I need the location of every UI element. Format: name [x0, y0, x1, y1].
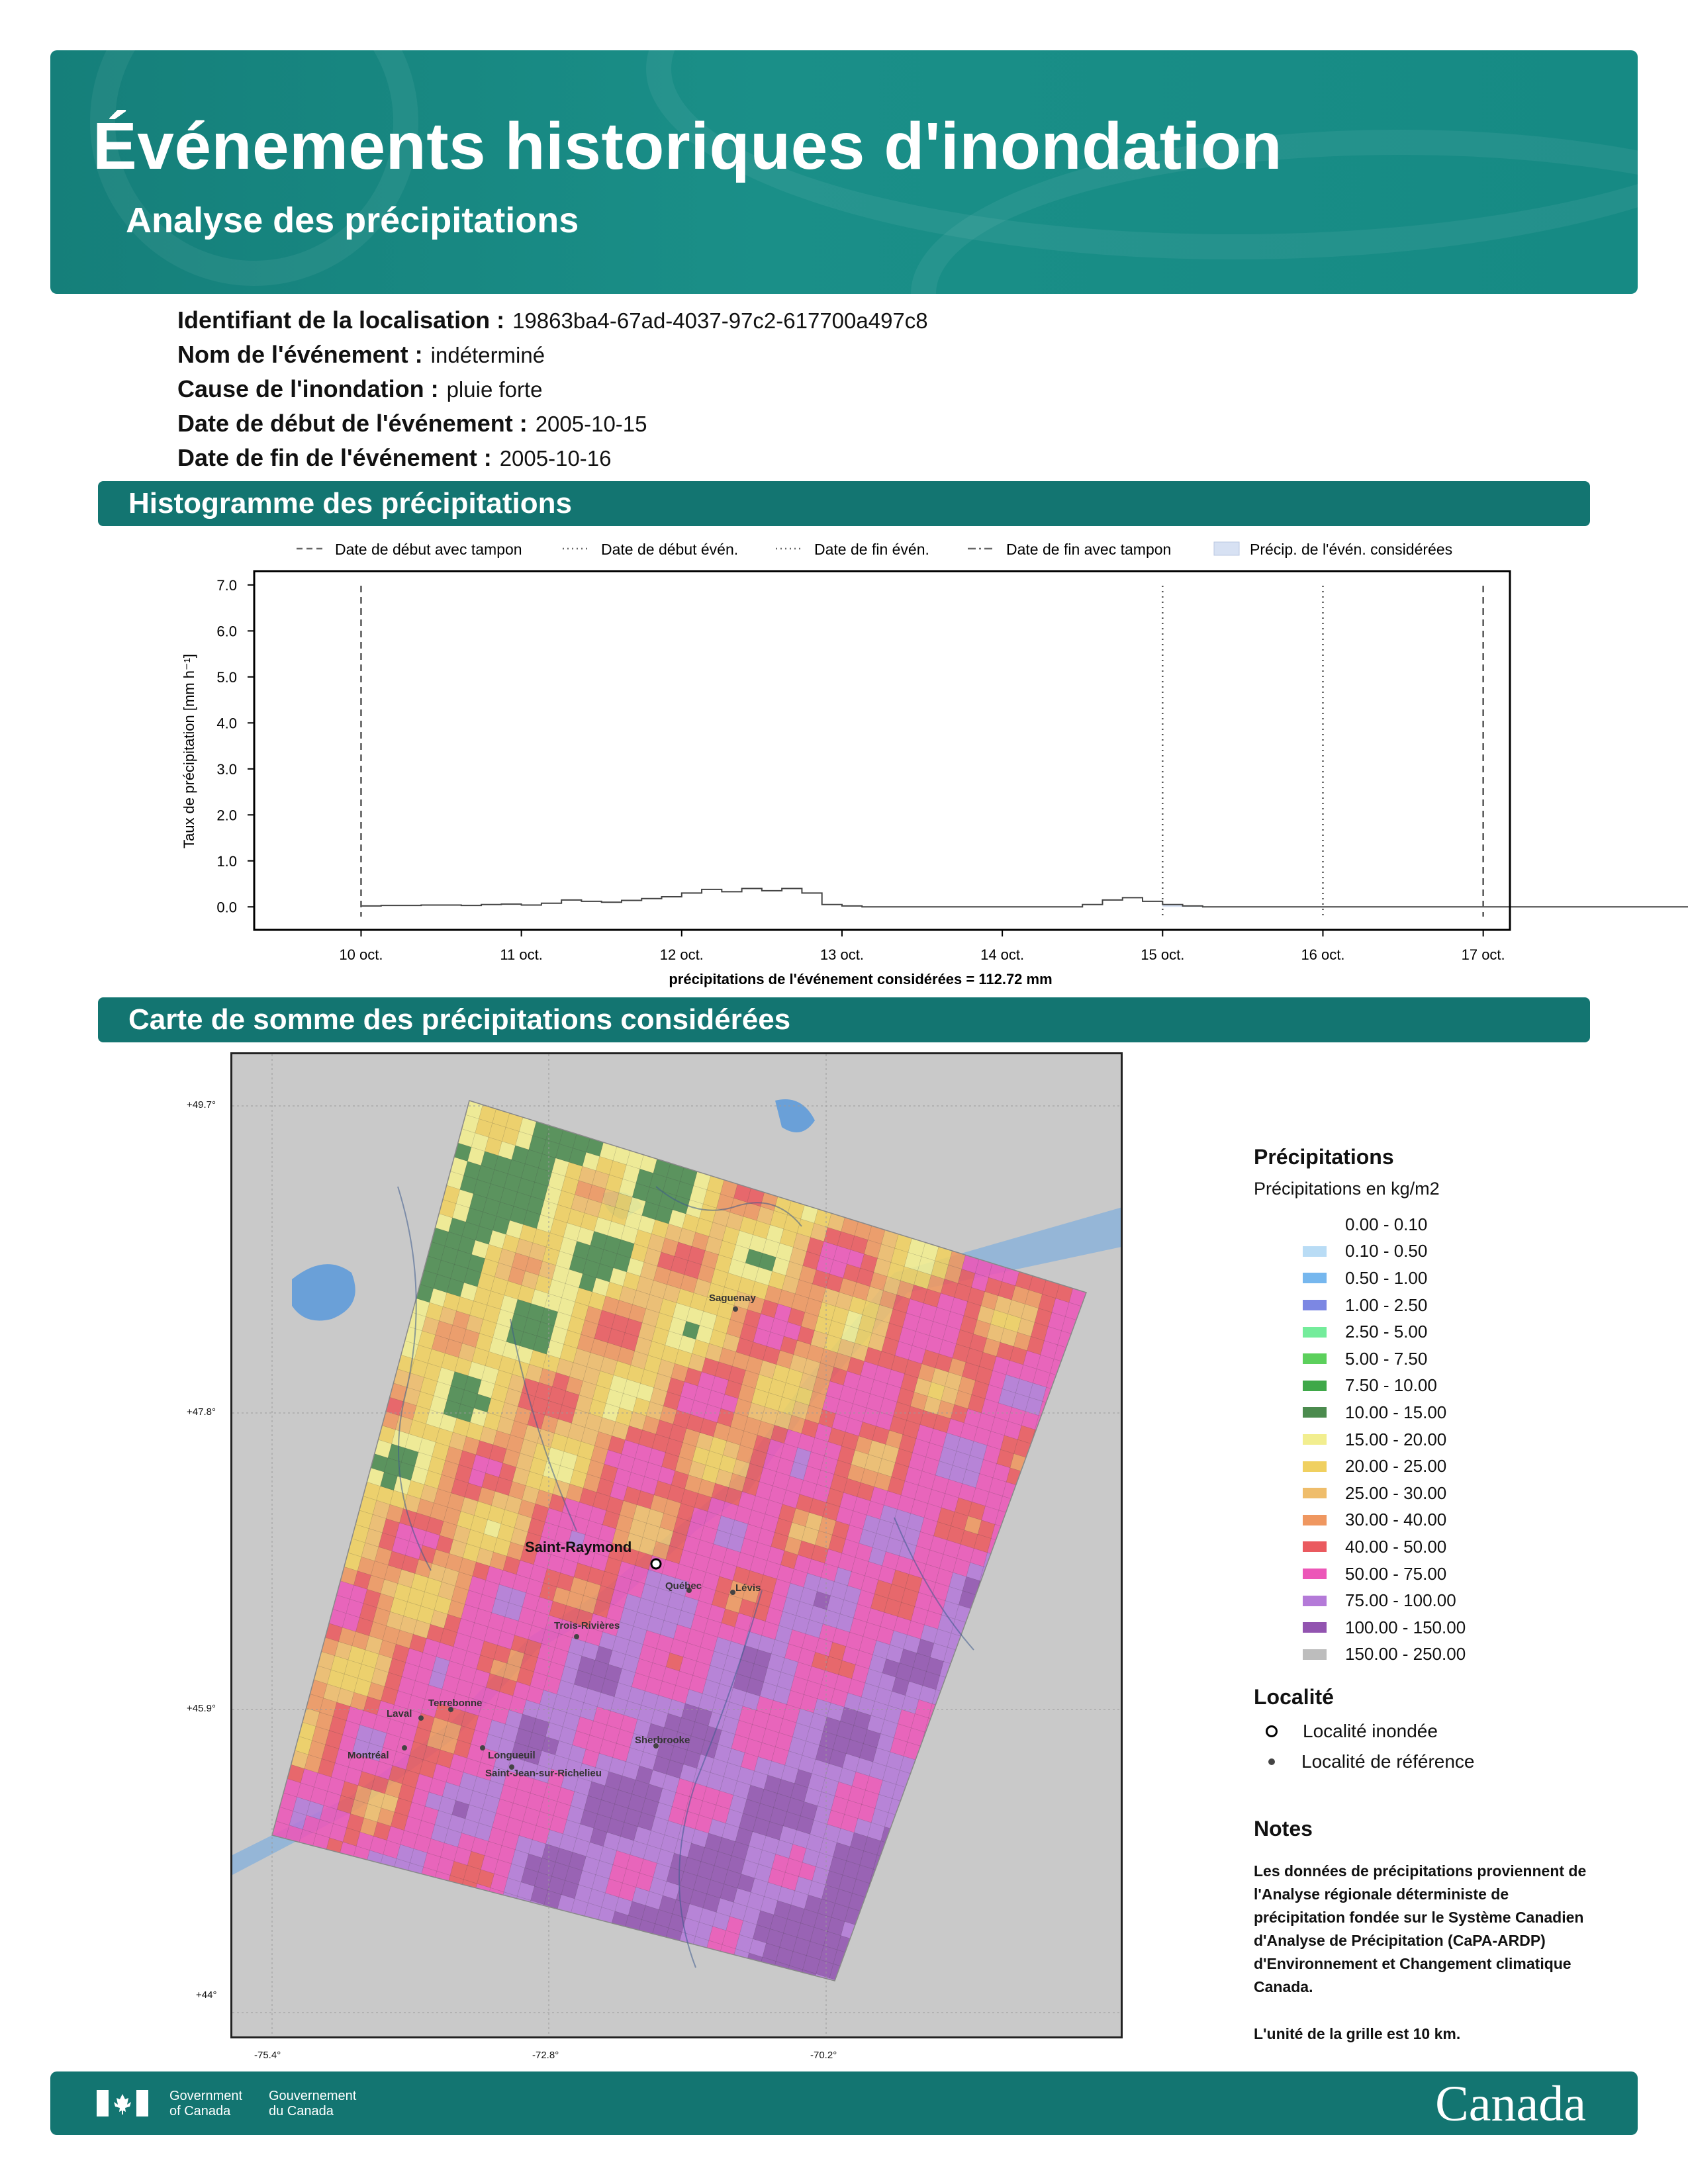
- grid-cell: [883, 1874, 900, 1892]
- legend-range-label: 10.00 - 15.00: [1345, 1402, 1447, 1422]
- legend-item: [1254, 1453, 1624, 1480]
- legend-item: [1254, 1533, 1624, 1561]
- city-label: Laval: [387, 1708, 412, 1719]
- x-tick-label: 11 oct.: [500, 946, 543, 963]
- reference-locality-marker: [733, 1306, 738, 1312]
- grid-cell: [915, 1807, 933, 1825]
- grid-cell: [864, 1944, 881, 1962]
- grid-cell: [1005, 1529, 1022, 1547]
- legend-swatch: [1303, 1461, 1327, 1472]
- footer-bar: [50, 2071, 1638, 2135]
- locality-label: Localité inondée: [1303, 1721, 1438, 1742]
- legend-item: [1254, 1373, 1624, 1400]
- detail-label: Identifiant de la localisation :: [177, 306, 505, 334]
- grid-cell: [1008, 1514, 1025, 1533]
- lake: [292, 1264, 355, 1320]
- grid-cell: [883, 1981, 900, 1999]
- grid-cell: [902, 1910, 919, 1929]
- notes-text: Les données de précipitations proviennent de l'Analyse régionale déterministe de précipitation fondée sur le Système Canadien d'Analyse de Précipitation (CaPA-ARDP) d'Environnement et Changement climatique Canada.: [1254, 1862, 1587, 1996]
- grid-cell: [966, 1670, 984, 1688]
- x-tick-label: 17 oct.: [1461, 946, 1505, 963]
- grid-cell: [917, 1854, 935, 1872]
- x-tick-label: 13 oct.: [820, 946, 864, 963]
- grid-cell: [795, 1984, 812, 2003]
- grid-cell: [963, 1684, 980, 1702]
- grid-cell: [887, 1966, 904, 1985]
- legend-swatch: [1303, 1434, 1327, 1445]
- gov-en-line: of Canada: [169, 2104, 231, 2118]
- legend-range-label: 25.00 - 30.00: [1345, 1482, 1447, 1503]
- grid-cell: [1020, 1472, 1037, 1490]
- legend-label: Date de début avec tampon: [335, 541, 522, 558]
- map-canvas: [232, 1054, 1123, 2038]
- grid-cell: [964, 1623, 982, 1642]
- legend-item: [1254, 1426, 1624, 1453]
- legend-swatch: [1303, 1381, 1327, 1391]
- legend-label: Date de fin avec tampon: [1006, 541, 1172, 558]
- legend-item: [1254, 1238, 1624, 1265]
- grid-cell: [974, 1641, 992, 1660]
- grid-cell: [889, 1906, 906, 1925]
- detail-value: 2005-10-15: [535, 412, 647, 436]
- grid-cell: [898, 1817, 915, 1835]
- legend-item: [1254, 1265, 1624, 1292]
- legend-swatch: [1303, 1596, 1327, 1606]
- grid-cell: [951, 1726, 968, 1745]
- legend-range-label: 0.10 - 0.50: [1345, 1241, 1428, 1261]
- detail-label: Date de début de l'événement :: [177, 410, 528, 437]
- section-header-map: Carte de somme des précipitations considérées: [98, 997, 1590, 1042]
- grid-cell: [843, 1968, 860, 1987]
- grid-cell: [891, 1952, 908, 1971]
- grid-cell: [931, 1751, 948, 1769]
- grid-cell: [957, 1651, 974, 1670]
- lon-label: -72.8°: [532, 2050, 559, 2061]
- government-en: [169, 2089, 242, 2119]
- y-tick-label: 7.0: [216, 576, 237, 594]
- y-tick-label: 5.0: [216, 668, 237, 686]
- grid-cell: [919, 1793, 936, 1811]
- grid-cell: [894, 1938, 912, 1957]
- legend-range-label: 5.00 - 7.50: [1345, 1348, 1428, 1369]
- grid-cell: [808, 1988, 825, 2007]
- city-label: Saint-Raymond: [525, 1539, 632, 1555]
- grid-cell: [887, 1859, 904, 1878]
- y-tick-label: 1.0: [216, 852, 237, 870]
- grid-cell: [857, 1972, 874, 1991]
- grid-cell: [902, 1803, 919, 1821]
- city-label: Trois-Rivières: [554, 1620, 620, 1631]
- grid-cell: [949, 1680, 966, 1698]
- canada-wordmark: Canada: [1435, 2076, 1586, 2132]
- x-tick-label: 15 oct.: [1141, 946, 1185, 963]
- map-legend: [1254, 1145, 1624, 2046]
- legend-subtitle: Précipitations en kg/m2: [1254, 1179, 1440, 1199]
- legend-item: [1254, 1587, 1624, 1614]
- lat-label: +44°: [196, 1989, 217, 2001]
- grid-cell: [870, 1976, 887, 1995]
- grid-cell: [890, 1845, 908, 1864]
- grid-cell: [904, 1849, 921, 1868]
- grid-cell: [879, 1995, 896, 2013]
- legend-item: [1254, 1399, 1624, 1426]
- grid-cell: [910, 1774, 927, 1793]
- grid-cell: [997, 1557, 1014, 1575]
- grid-cell: [835, 1996, 853, 2015]
- grid-cell: [990, 1585, 1007, 1604]
- grid-cell: [938, 1722, 955, 1741]
- x-axis-label: précipitations de l'événement considérées = 112.72 mm: [669, 971, 1053, 987]
- detail-label: Nom de l'événement :: [177, 341, 423, 368]
- grid-cell: [851, 1940, 868, 1958]
- grid-cell: [847, 1954, 864, 1972]
- grid-cell: [701, 1954, 718, 1973]
- legend-item: [1254, 1318, 1624, 1345]
- grid-cell: [874, 1962, 891, 1981]
- detail-label: Cause de l'inondation :: [177, 375, 439, 402]
- legend-swatch-considered: [1214, 542, 1239, 555]
- gov-fr-line: Gouvernement: [269, 2089, 357, 2103]
- legend-locality-flooded: [1254, 1716, 1624, 1747]
- grid-cell: [875, 1901, 892, 1920]
- plot-frame: [254, 571, 1510, 930]
- lon-label: -70.2°: [810, 2050, 837, 2061]
- detail-value: indéterminé: [430, 343, 545, 367]
- grid-cell: [982, 1614, 999, 1632]
- grid-cell: [927, 1764, 944, 1783]
- grid-cell: [929, 1811, 946, 1830]
- grid-cell: [849, 2001, 866, 2019]
- reference-locality-marker: [574, 1634, 579, 1639]
- grid-cell: [860, 1958, 877, 1977]
- section-header-histogram: Histogramme des précipitations: [98, 481, 1590, 526]
- legend-range-label: 7.50 - 10.00: [1345, 1375, 1437, 1396]
- grid-cell: [855, 1926, 872, 1944]
- grid-cell: [594, 1921, 611, 1940]
- legend-range-label: 150.00 - 250.00: [1345, 1644, 1466, 1664]
- legend-swatch: [1303, 1300, 1327, 1310]
- open-circle-icon: [1266, 1725, 1278, 1737]
- grid-cell: [1016, 1486, 1033, 1505]
- legend-label: Précip. de l'évén. considérées: [1250, 541, 1453, 558]
- grid-cell: [858, 1911, 875, 1930]
- grid-cell: [876, 2009, 893, 2027]
- legend-range-label: 2.50 - 5.00: [1345, 1322, 1428, 1342]
- x-tick-label: 14 oct.: [980, 946, 1025, 963]
- grid-cell: [968, 1609, 986, 1627]
- legend-range-label: 15.00 - 20.00: [1345, 1429, 1447, 1449]
- y-axis-label: Taux de précipitation [mm h⁻¹]: [181, 653, 197, 849]
- grid-cell: [866, 1991, 883, 2009]
- legend-title: Précipitations: [1254, 1145, 1394, 1169]
- grid-cell: [948, 1741, 965, 1759]
- y-tick-label: 3.0: [216, 760, 237, 778]
- city-label: Saguenay: [709, 1293, 756, 1304]
- legend-swatch: [1303, 1622, 1327, 1633]
- city-label: Saint-Jean-sur-Richelieu: [485, 1768, 602, 1779]
- grid-cell: [853, 1986, 870, 2005]
- grid-cell: [782, 1979, 799, 1998]
- grid-cell: [715, 1959, 732, 1978]
- government-fr: [269, 2089, 356, 2119]
- grid-cell: [933, 1797, 950, 1815]
- legend-item: [1254, 1211, 1624, 1238]
- y-tick-label: 4.0: [216, 715, 237, 732]
- grid-cell: [872, 1916, 889, 1934]
- legend-item: [1254, 1641, 1624, 1668]
- legend-range-label: 20.00 - 25.00: [1345, 1456, 1447, 1477]
- legend-range-label: 100.00 - 150.00: [1345, 1617, 1466, 1637]
- page-title: Événements historiques d'inondation: [93, 109, 1283, 183]
- lon-label: -75.4°: [254, 2050, 281, 2061]
- legend-swatch: [1303, 1219, 1327, 1230]
- grid-cell: [955, 1712, 972, 1731]
- canada-flag-icon: [97, 2090, 148, 2116]
- x-tick-label: 10 oct.: [339, 946, 383, 963]
- grid-cell: [942, 1708, 959, 1727]
- grid-cell: [1023, 1458, 1041, 1477]
- lake: [775, 1099, 815, 1132]
- grid-cell: [896, 1878, 914, 1896]
- x-tick-label: 16 oct.: [1301, 946, 1345, 963]
- grid-cell: [934, 1736, 951, 1754]
- notes-grid-unit: L'unité de la grille est 10 km.: [1254, 2025, 1461, 2043]
- grid-cell: [921, 1839, 939, 1858]
- legend-items: [1254, 1211, 1624, 1668]
- legend-item: [1254, 1292, 1624, 1319]
- grid-cell: [978, 1627, 995, 1646]
- grid-cell: [940, 1768, 957, 1787]
- grid-cell: [1001, 1543, 1018, 1561]
- y-tick-label: 0.0: [216, 899, 237, 916]
- plot-area: [361, 586, 1688, 917]
- grid-cell: [877, 1948, 894, 1967]
- grid-cell: [910, 1882, 927, 1900]
- legend-item: [1254, 1480, 1624, 1507]
- detail-value: 19863ba4-67ad-4037-97c2-617700a497c8: [512, 308, 928, 333]
- legend-swatch: [1303, 1488, 1327, 1498]
- chart-legend: [297, 541, 1452, 558]
- dot-icon: [1268, 1758, 1275, 1765]
- grid-cell: [839, 1982, 857, 2001]
- grid-cell: [608, 1925, 625, 1944]
- lat-label: +47.8°: [187, 1406, 216, 1418]
- detail-label: Date de fin de l'événement :: [177, 444, 492, 471]
- grid-cell: [912, 1821, 929, 1840]
- grid-cell: [755, 1972, 772, 1990]
- grid-cell: [879, 1888, 896, 1906]
- precip-series-step: [361, 596, 1688, 907]
- grid-cell: [647, 1938, 665, 1956]
- legend-swatch: [1303, 1327, 1327, 1338]
- gov-fr-line: du Canada: [269, 2104, 334, 2118]
- legend-label: Date de début évén.: [601, 541, 739, 558]
- grid-cell: [925, 1825, 942, 1844]
- legend-range-label: 30.00 - 40.00: [1345, 1510, 1447, 1530]
- grid-cell: [769, 1976, 786, 1994]
- grid-cell: [894, 1831, 912, 1850]
- flooded-locality-marker: [651, 1559, 661, 1569]
- notes-title: Notes: [1254, 1817, 1313, 1841]
- grid-cell: [906, 1896, 923, 1915]
- grid-cell: [914, 1760, 931, 1779]
- grid-cell: [881, 1934, 898, 1952]
- reference-locality-marker: [480, 1745, 485, 1751]
- city-label: Sherbrooke: [635, 1735, 690, 1746]
- grid-cell: [900, 1864, 917, 1882]
- detail-value: 2005-10-16: [499, 446, 612, 471]
- grid-cell: [885, 1920, 902, 1938]
- legend-label: Date de fin évén.: [814, 541, 929, 558]
- lat-label: +45.9°: [187, 1703, 216, 1714]
- grid-cell: [993, 1571, 1010, 1590]
- city-label: Terrebonne: [428, 1698, 483, 1709]
- legend-item: [1254, 1614, 1624, 1641]
- legend-item: [1254, 1345, 1624, 1373]
- grid-cell: [914, 1868, 931, 1886]
- grid-cell: [581, 1917, 598, 1936]
- grid-cell: [944, 1754, 961, 1773]
- legend-range-label: 1.00 - 2.50: [1345, 1295, 1428, 1315]
- x-tick-label: 12 oct.: [659, 946, 704, 963]
- grid-cell: [822, 1992, 839, 2011]
- grid-cell: [1012, 1500, 1029, 1519]
- legend-swatch: [1303, 1515, 1327, 1525]
- grid-cell: [898, 1924, 915, 1942]
- grid-cell: [621, 1930, 638, 1948]
- grid-cell: [986, 1599, 1003, 1617]
- grid-cell: [728, 1963, 745, 1981]
- legend-swatch: [1303, 1649, 1327, 1660]
- grid-cell: [741, 1967, 759, 1985]
- grid-cell: [970, 1656, 988, 1674]
- city-label: Montréal: [348, 1750, 389, 1761]
- locality-title: Localité: [1254, 1685, 1334, 1709]
- legend-item: [1254, 1507, 1624, 1534]
- grid-cell: [868, 1930, 885, 1948]
- legend-swatch: [1303, 1569, 1327, 1579]
- grid-cell: [634, 1934, 651, 1952]
- grid-cell: [908, 1835, 925, 1854]
- detail-value: pluie forte: [446, 377, 543, 402]
- legend-locality-reference: [1254, 1747, 1624, 1777]
- legend-swatch: [1303, 1246, 1327, 1257]
- legend-item: [1254, 1561, 1624, 1588]
- grid-cell: [959, 1698, 976, 1717]
- city-label: Longueuil: [488, 1750, 536, 1761]
- grid-cell: [892, 1891, 910, 1910]
- grid-cell: [862, 2005, 879, 2023]
- city-label: Lévis: [735, 1582, 761, 1594]
- grid-cell: [661, 1942, 679, 1960]
- city-label: Québec: [665, 1580, 702, 1592]
- gov-en-line: Government: [169, 2089, 243, 2103]
- grid-cell: [906, 1789, 923, 1807]
- reference-locality-marker: [730, 1590, 735, 1595]
- lat-label: +49.7°: [187, 1099, 216, 1111]
- locality-label: Localité de référence: [1301, 1751, 1475, 1772]
- legend-range-label: 50.00 - 75.00: [1345, 1563, 1447, 1584]
- reference-locality-marker: [402, 1745, 407, 1751]
- legend-range-label: 40.00 - 50.00: [1345, 1536, 1447, 1557]
- precipitation-histogram: [0, 0, 1688, 1006]
- precipitation-map: [230, 1052, 1123, 2038]
- legend-swatch: [1303, 1541, 1327, 1552]
- grid-cell: [961, 1637, 978, 1656]
- page-subtitle: Analyse des précipitations: [126, 201, 579, 240]
- legend-swatch: [1303, 1407, 1327, 1418]
- reference-locality-marker: [418, 1715, 424, 1721]
- grid-cell: [923, 1779, 940, 1797]
- grid-cell: [936, 1783, 953, 1801]
- legend-swatch: [1303, 1273, 1327, 1283]
- y-tick-label: 2.0: [216, 807, 237, 824]
- legend-swatch: [1303, 1353, 1327, 1364]
- legend-range-label: 75.00 - 100.00: [1345, 1590, 1456, 1611]
- legend-range-label: 0.00 - 0.10: [1345, 1214, 1428, 1234]
- grid-cell: [953, 1666, 970, 1684]
- legend-range-label: 0.50 - 1.00: [1345, 1267, 1428, 1288]
- y-tick-label: 6.0: [216, 623, 237, 640]
